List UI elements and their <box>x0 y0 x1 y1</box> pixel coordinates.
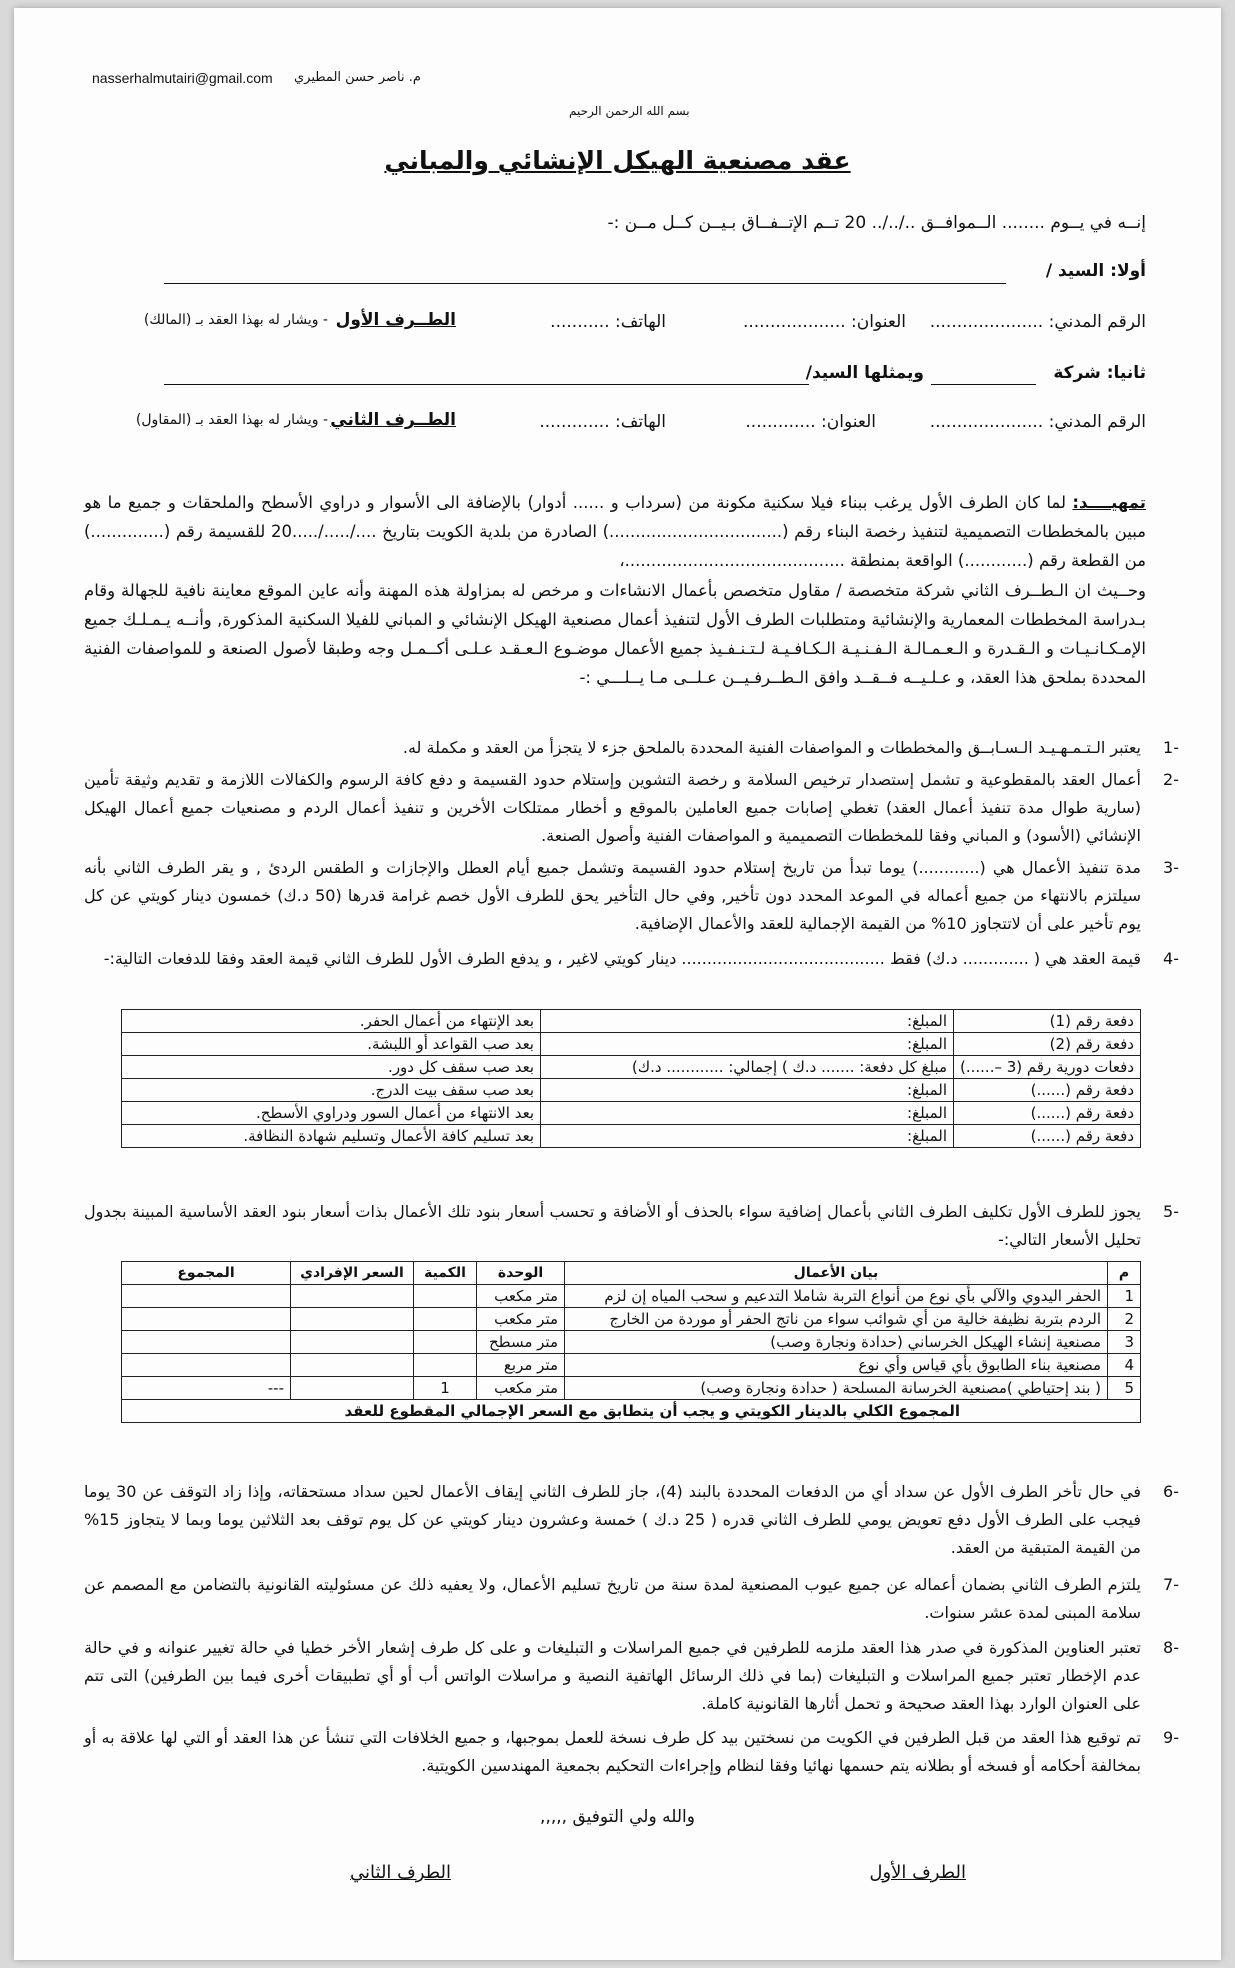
clause-text: تم توقيع هذا العقد من قبل الطرفين في الكويت من نسختين بيد كل طرف نسخة للعمل بموجبها، و جميع الخلافات التي تنشأ عن هذا العقد أو التي لها علاقة به أو بمخالفة أحكامه أو فسخه أو بطلانه يتم حسمها نهائيا وفقا لنظام وإجراءات التحكيم بجمعية المهندسين الكويتية. <box>84 1728 1141 1775</box>
author-name: م. ناصر حسن المطيري <box>294 70 421 85</box>
payment-label: دفعة رقم (1) <box>954 1010 1141 1033</box>
payment-amount: المبلغ: <box>541 1102 954 1125</box>
col-header: بيان الأعمال <box>565 1262 1108 1285</box>
table-row <box>122 1377 1141 1400</box>
row-number: 5 <box>1108 1377 1141 1400</box>
preamble-p1-text: لما كان الطرف الأول يرغب ببناء فيلا سكنية مكونة من (سرداب و ...... أدوار) بالإضافة الى الأسوار و دراوي الأسطح والملحقات و جميع ما هو مبين بالمخططات التصميمية لتنفيذ رخصة البناء رقم (.................................) الصادرة من بلدية الكويت بتاريخ ..../...../.....20 للقسيمة رقم (..............) من القطعة رقم (............) الواقعة بمنطقة ..........................................، <box>84 493 1147 570</box>
second-party-company-line <box>931 384 1036 385</box>
table-row <box>122 1125 1141 1148</box>
col-header: م <box>1108 1262 1141 1285</box>
row-total <box>122 1285 291 1308</box>
clause-text: مدة تنفيذ الأعمال هي (............) يوما تبدأ من تاريخ إستلام حدود القسيمة وتشمل جميع أيام العطل والإجازات و الطقس الردئ , و يقر الطرف الثاني بأنه سيلتزم بالانتهاء من جميع أعماله في الموعد المحدد دون تأخير, وفي حال التأخير يحق للطرف الأول خصم غرامة قدرها (50 د.ك) خمسون دينار كويتي عن كل يوم تأخير على أن لاتتجاوز 10% من القيمة الإجمالية للعقد والأعمال الإضافية. <box>84 858 1142 933</box>
row-desc: مصنعية إنشاء الهيكل الخرساني (حدادة ونجارة وصب) <box>565 1331 1108 1354</box>
payment-label: دفعة رقم (2) <box>954 1033 1141 1056</box>
clause-text: تعتبر العناوين المذكورة في صدر هذا العقد ملزمه للطرفين في جميع المراسلات و التبليغات و على كل طرف إشعار الأخر خطيا في حالة تغيير عنوانه و في حالة عدم الإخطار تعتبر جميع المراسلات و التبليغات (بما في ذلك الرسائل الهاتفية النصية و مراسلات الواتس أب أو أي تطبيقات أخرى فيما بين الطرفين) التى تتم على العنوان الوارد بهذا العقد صحيحة و تحمل أثارها القانونية كاملة. <box>84 1638 1141 1713</box>
clause-number: -9 <box>1163 1728 1179 1747</box>
row-total <box>122 1331 291 1354</box>
clause-number: -4 <box>1163 949 1179 968</box>
first-party-role: الطــرف الأول <box>335 310 456 330</box>
row-total: --- <box>122 1377 291 1400</box>
first-party-role-suffix: - ويشار له بهذا العقد بـ (المالك) <box>143 312 328 328</box>
payment-amount: مبلغ كل دفعة: ....... د.ك ) إجمالي: ............ د.ك) <box>541 1056 954 1079</box>
payment-condition: بعد تسليم كافة الأعمال وتسليم شهادة النظافة. <box>122 1125 541 1148</box>
row-total <box>122 1308 291 1331</box>
row-qty <box>414 1308 477 1331</box>
payment-amount: المبلغ: <box>541 1125 954 1148</box>
second-party-rep: ويمثلها السيد/ <box>805 363 924 383</box>
clause-2 <box>84 766 1179 850</box>
payment-label: دفعة رقم (......) <box>954 1125 1141 1148</box>
second-party-role-suffix: - ويشار له بهذا العقد بـ (المقاول) <box>135 412 328 428</box>
second-party-civil-id: الرقم المدني: ..................... <box>929 412 1146 432</box>
row-unit: متر مكعب <box>477 1285 565 1308</box>
row-qty: 1 <box>414 1377 477 1400</box>
payment-label: دفعة رقم (......) <box>954 1079 1141 1102</box>
table-row <box>122 1056 1141 1079</box>
first-party-label: أولا: السيد / <box>1045 261 1146 281</box>
clause-number: -1 <box>1163 738 1179 757</box>
payment-label: دفعة رقم (......) <box>954 1102 1141 1125</box>
payment-condition: بعد الانتهاء من أعمال السور ودراوي الأسطح. <box>122 1102 541 1125</box>
preamble-p2: وحــيث ان الـطــرف الثاني شركة متخصصة / مقاول متخصص بأعمال الانشاءات و مرخص له بمزاولة هذه المهنة وأنه عاين الموقع معاينة نافية للجهالة وقام بـدراسة المخططات المعمارية والإنشائية ومتطلبات الطرف الأول لتنفيذ أعمال مصنعية الهيكل الإنشائي و المباني للفيلا السكنية المذكورة, وأنــه يـمـلـك جميع الإمـكـانـيـات و الـقـدرة و الـعـمـالـة الـفـنـيـة الـكـافـيـة لـتـنـفـيذ جميع الأعمال موضـوع الـعـقـد عـلـى أكــمـل وجه وطبقا لأصول الصنعة و للمواصفات الفنية المحددة بملحق هذا العقد، و عـلـيــه فــقــد وافق الـطــرفـيــن عـلــى مـا يــلـــي :- <box>84 581 1146 687</box>
col-header: الكمية <box>414 1262 477 1285</box>
table-row <box>122 1010 1141 1033</box>
clause-text: يعتبر الـتـمـهـيـد الـسـابــق والمخططات و المواصفات الفنية المحددة بالملحق جزء لا يتجزأ من العقد و مكملة له. <box>402 738 1141 757</box>
row-qty <box>414 1285 477 1308</box>
table-row <box>122 1033 1141 1056</box>
first-party-name-line <box>164 283 1006 284</box>
preamble-p1 <box>84 488 1146 575</box>
payments-table <box>121 1009 1141 1148</box>
clause-number: -6 <box>1163 1482 1179 1501</box>
price-analysis-table <box>121 1261 1141 1423</box>
payment-condition: بعد الإنتهاء من أعمال الحفر. <box>122 1010 541 1033</box>
row-number: 2 <box>1108 1308 1141 1331</box>
table-row <box>122 1308 1141 1331</box>
payment-condition: بعد صب سقف كل دور. <box>122 1056 541 1079</box>
payment-amount: المبلغ: <box>541 1033 954 1056</box>
row-qty <box>414 1354 477 1377</box>
closing-line: والله ولي التوفيق ,,,,, <box>540 1807 695 1827</box>
row-desc: الردم بتربة نظيفة خالية من أي شوائب سواء من ناتج الحفر أو موردة من الخارج <box>565 1308 1108 1331</box>
second-party-signature: الطرف الثاني <box>350 1862 451 1883</box>
row-desc: ( بند إحتياطي )مصنعية الخرسانة المسلحة ( حدادة ونجارة وصب) <box>565 1377 1108 1400</box>
row-desc: الحفر اليدوي والآلي بأي نوع من أنواع التربة شاملا التدعيم و سحب المياه إن لزم <box>565 1285 1108 1308</box>
table-row <box>122 1354 1141 1377</box>
row-total <box>122 1354 291 1377</box>
clause-text: يجوز للطرف الأول تكليف الطرف الثاني بأعمال إضافية سواء بالحذف أو الأضافة و تحسب أسعار بنود تلك الأعمال بذات أسعار بنود العقد الأساسية المبينة بجدول تحليل الأسعار التالي:- <box>84 1202 1141 1249</box>
row-price <box>291 1285 414 1308</box>
row-qty <box>414 1331 477 1354</box>
first-party-signature: الطرف الأول <box>869 1862 966 1883</box>
payment-condition: بعد صب سقف بيت الدرج. <box>122 1079 541 1102</box>
clause-3 <box>84 854 1179 938</box>
clause-text: قيمة العقد هي ( ............. د.ك) فقط ........................................ دينار كويتي لاغير ، و يدفع الطرف الأول للطرف الثاني قيمة العقد وفقا للدفعات التالية:- <box>103 949 1141 968</box>
row-price <box>291 1331 414 1354</box>
table-row <box>122 1285 1141 1308</box>
payment-amount: المبلغ: <box>541 1010 954 1033</box>
row-number: 4 <box>1108 1354 1141 1377</box>
intro-line: إنــه في يــوم ........ الــموافــق ../../.. 20 تــم الإتــفــاق بـيــن كــل مــن :- <box>607 213 1146 233</box>
payment-condition: بعد صب القواعد أو اللبشة. <box>122 1033 541 1056</box>
table-row <box>122 1102 1141 1125</box>
contract-page <box>14 8 1221 1960</box>
preamble-label: تمهيــــد: <box>1072 493 1146 512</box>
row-unit: متر مسطح <box>477 1331 565 1354</box>
clause-7 <box>84 1571 1179 1627</box>
second-party-rep-line <box>164 384 809 385</box>
col-header: الوحدة <box>477 1262 565 1285</box>
second-party-role: الطــرف الثاني <box>330 410 456 430</box>
first-party-phone: الهاتف: ........... <box>550 312 666 332</box>
clause-number: -8 <box>1163 1638 1179 1657</box>
row-unit: متر مكعب <box>477 1377 565 1400</box>
row-price <box>291 1308 414 1331</box>
basmala: بسم الله الرحمن الرحيم <box>569 104 690 118</box>
first-party-address: العنوان: ................... <box>742 312 906 332</box>
clause-number: -2 <box>1163 770 1179 789</box>
payment-label: دفعات دورية رقم (3 –......) <box>954 1056 1141 1079</box>
table-row <box>122 1331 1141 1354</box>
second-party-label: ثانيا: شركة <box>1053 363 1146 383</box>
table-header-row <box>122 1262 1141 1285</box>
author-email: nasserhalmutairi@gmail.com <box>92 70 273 86</box>
clause-text: في حال تأخر الطرف الأول عن سداد أي من الدفعات المحددة بالبند (4)، جاز للطرف الثاني إيقاف الأعمال لحين سداد مستحقاته، وإذا زاد التوقف عن 30 يوما فيجب على الطرف الأول دفع تعويض يومي للطرف الثاني قدره ( 25 د.ك ) خمسة وعشرون دينار كويتي عن كل يوم توقف بعد الثلاثين يوما وبما لا يتجاوز 15% من القيمة المتبقية من العقد. <box>84 1482 1142 1557</box>
row-unit: متر مكعب <box>477 1308 565 1331</box>
table-row <box>122 1079 1141 1102</box>
table-footer: المجموع الكلي بالدينار الكويتي و يجب أن يتطابق مع السعر الإجمالي المقطوع للعقد <box>122 1400 1141 1423</box>
clause-number: -5 <box>1163 1202 1179 1221</box>
row-number: 3 <box>1108 1331 1141 1354</box>
clause-4 <box>84 945 1179 973</box>
clause-text: أعمال العقد بالمقطوعية و تشمل إستصدار ترخيص السلامة و رخصة التشوين وإستلام حدود القسيمة و دفع كافة الرسوم والكفالات اللازمة و تقديم وثيقة تأمين (سارية طوال مدة تنفيذ أعمال العقد) تغطي إصابات جميع العاملين بالموقع و أخطار ممتلكات الأخرين و تنفيذ أعمال الردم و مصنعيات جميع أعمال الهيكل الإنشائي (الأسود) و المباني وفقا للمخططات التصميمية و المواصفات الفنية وأصول الصنعة. <box>84 770 1141 845</box>
clause-number: -7 <box>1163 1575 1179 1594</box>
clause-9 <box>84 1724 1179 1780</box>
row-desc: مصنعية بناء الطابوق بأي قياس وأي نوع <box>565 1354 1108 1377</box>
clause-text: يلتزم الطرف الثاني بضمان أعماله عن جميع عيوب المصنعية لمدة سنة من تاريخ تسليم الأعمال، ولا يعفيه ذلك عن مسئوليته القانونية بالتضامن مع المصمم عن سلامة المبنى لمدة عشر سنوات. <box>84 1575 1141 1622</box>
clause-6 <box>84 1478 1179 1562</box>
col-header: المجموع <box>122 1262 291 1285</box>
first-party-civil-id: الرقم المدني: ..................... <box>929 312 1146 332</box>
clause-5 <box>84 1198 1179 1254</box>
row-price <box>291 1377 414 1400</box>
row-price <box>291 1354 414 1377</box>
contract-title: عقد مصنعية الهيكل الإنشائي والمباني <box>384 146 851 175</box>
col-header: السعر الإفرادي <box>291 1262 414 1285</box>
clause-8 <box>84 1634 1179 1718</box>
clause-1 <box>84 734 1179 762</box>
row-unit: متر مربع <box>477 1354 565 1377</box>
second-party-address: العنوان: ............. <box>745 412 876 432</box>
payment-amount: المبلغ: <box>541 1079 954 1102</box>
row-number: 1 <box>1108 1285 1141 1308</box>
table-footer-row <box>122 1400 1141 1423</box>
second-party-phone: الهاتف: ............. <box>539 412 666 432</box>
clause-number: -3 <box>1163 858 1179 877</box>
